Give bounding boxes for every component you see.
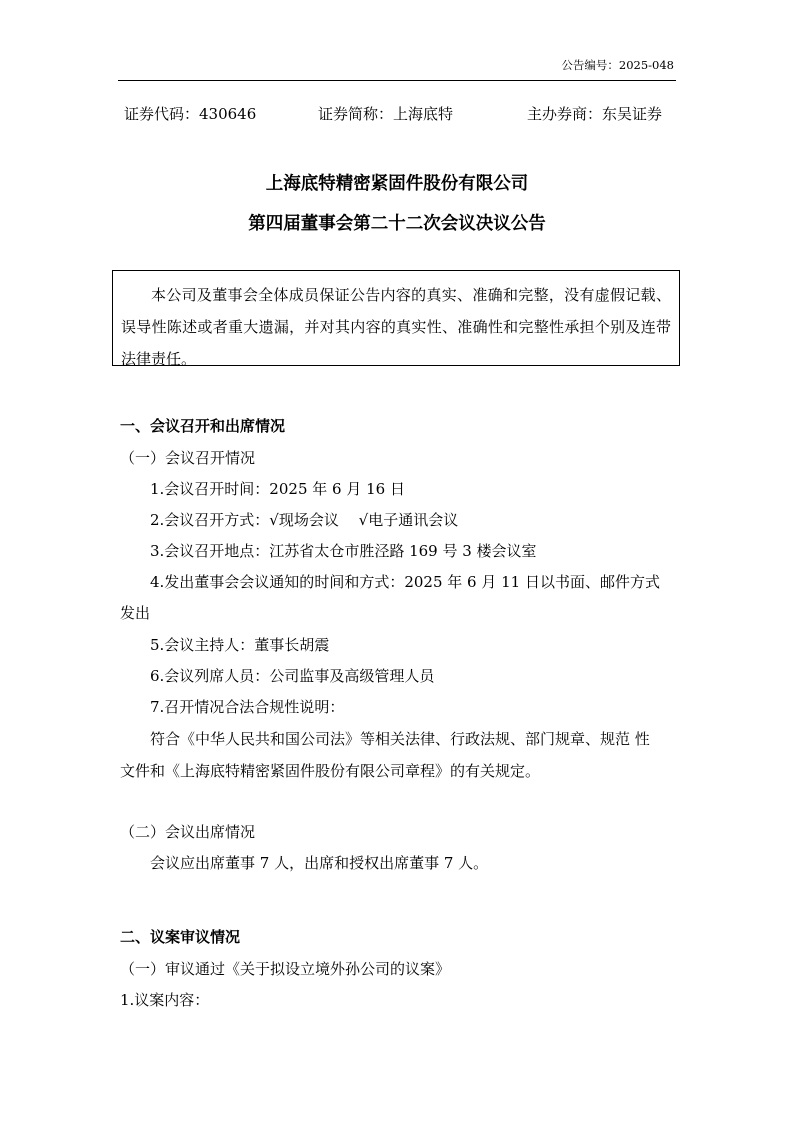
announcement-number: 公告编号：2025-048 — [561, 58, 674, 72]
section1-sub1-heading: （一）会议召开情况 — [120, 449, 256, 467]
notice-time-method: 4.发出董事会会议通知的时间和方式：2025 年 6 月 11 日以书面、邮件方式 — [150, 573, 660, 591]
section1-heading: 一、会议召开和出席情况 — [120, 417, 286, 435]
sponsor-broker: 主办券商：东吴证券 — [527, 105, 663, 123]
header-divider — [118, 80, 676, 81]
meeting-method: 2.会议召开方式：√现场会议 √电子通讯会议 — [150, 511, 459, 529]
section2-heading: 二、议案审议情况 — [120, 928, 241, 946]
compliance-text-2: 文件和《上海底特精密紧固件股份有限公司章程》的有关规定。 — [120, 762, 541, 780]
meeting-host: 5.会议主持人：董事长胡震 — [150, 636, 330, 654]
attendance-text: 会议应出席董事 7 人，出席和授权出席董事 7 人。 — [150, 854, 489, 872]
disclaimer-box: 本公司及董事会全体成员保证公告内容的真实、准确和完整，没有虚假记载、误导性陈述或者重大遗漏，并对其内容的真实性、准确性和完整性承担个别及连带法律责任。 — [112, 270, 680, 366]
meeting-time: 1.会议召开时间：2025 年 6 月 16 日 — [150, 480, 405, 498]
compliance-text-1: 符合《中华人民共和国公司法》等相关法律、行政法规、部门规章、规范 性 — [150, 730, 650, 748]
notice-time-method-cont: 发出 — [120, 604, 151, 622]
company-title: 上海底特精密紧固件股份有限公司 — [265, 174, 529, 194]
security-code: 证券代码：430646 — [124, 105, 257, 123]
proposal-content-label: 1.议案内容： — [120, 991, 210, 1009]
section1-sub2-heading: （二）会议出席情况 — [120, 823, 256, 841]
meeting-location: 3.会议召开地点：江苏省太仓市胜泾路 169 号 3 楼会议室 — [150, 542, 537, 560]
meeting-attendees: 6.会议列席人员：公司监事及高级管理人员 — [150, 667, 435, 685]
compliance-heading: 7.召开情况合法合规性说明： — [150, 698, 345, 716]
security-abbreviation: 证券简称：上海底特 — [318, 105, 454, 123]
notice-title: 第四届董事会第二十二次会议决议公告 — [248, 214, 546, 234]
section2-sub1-heading: （一）审议通过《关于拟设立境外孙公司的议案》 — [120, 960, 451, 978]
